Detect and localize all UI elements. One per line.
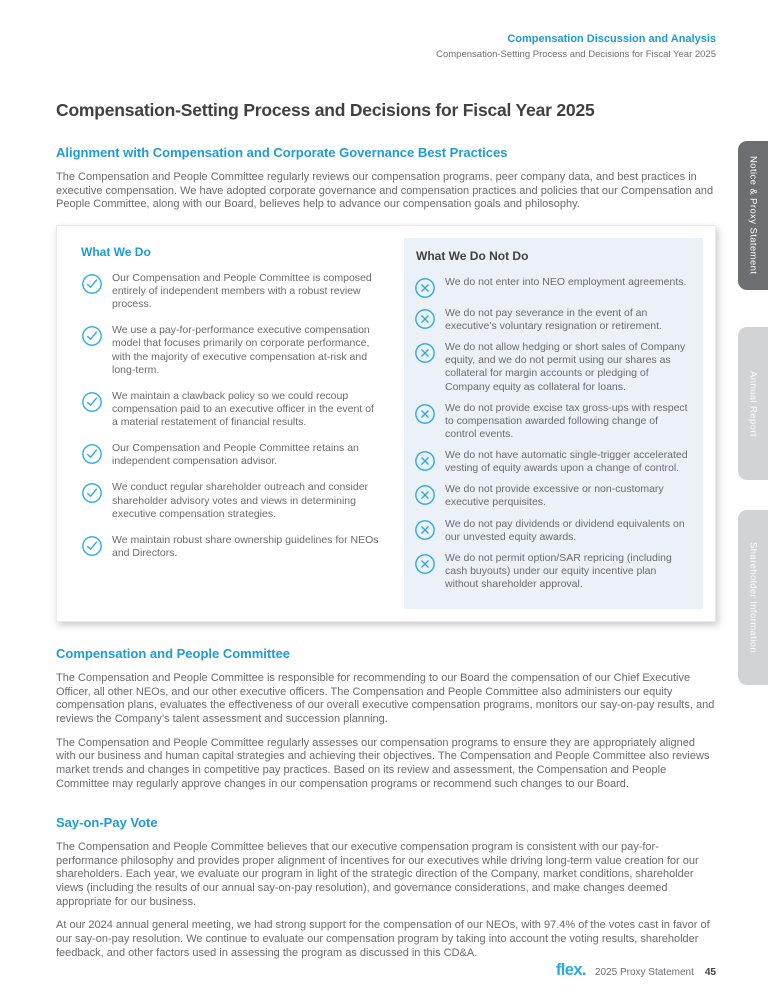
x-circle-icon xyxy=(414,342,436,364)
do-item-text: We use a pay-for-performance executive compensation model that focuses primarily on corporate performance, with the majority of executive compensation at-risk and long-term. xyxy=(112,324,370,376)
do-item-text: Our Compensation and People Committee is composed entirely of independent members with a robust review process. xyxy=(112,271,372,311)
running-header xyxy=(436,33,716,60)
committee-heading: Compensation and People Committee xyxy=(56,646,291,662)
say-on-pay-paragraph: At our 2024 annual general meeting, we had strong support for the compensation of our NEOs, with 97.4% of the votes cast in favor of our say-on-pay resolution. We continue to evaluate our compensation program by taking into account the voting results, shareholder feedback, and other factors used in assessing the program as discussed in this CD&A. xyxy=(56,919,710,959)
header-section-title: Compensation Discussion and Analysis xyxy=(507,33,716,45)
x-circle-icon xyxy=(414,403,436,425)
do-item xyxy=(81,534,382,560)
check-circle-icon xyxy=(81,535,103,557)
do-item xyxy=(81,390,382,429)
x-circle-icon xyxy=(414,484,436,506)
dont-item-text: We do not pay severance in the event of an executive’s voluntary resignation or retirement. xyxy=(445,306,662,332)
side-tab-notice-proxy-statement[interactable]: Notice & Proxy Statement xyxy=(738,141,768,290)
say-on-pay-paragraph: The Compensation and People Committee believes that our executive compensation program is consistent with our pay-for-performance philosophy and provides proper alignment of incentives for our executives while driving long-term value creation for our shareholders. Each year, we evaluate our program in light of the strategic direction of the Company, market conditions, shareholder views (including the results of our annual say-on-pay resolution), and governance considerations, and make changes deemed appropriate for our business. xyxy=(56,841,699,908)
dont-item xyxy=(414,341,689,394)
practices-box xyxy=(56,225,716,622)
page-footer xyxy=(556,961,716,980)
dont-item-text: We do not enter into NEO employment agreements. xyxy=(445,275,687,288)
dont-item-text: We do not have automatic single-trigger accelerated vesting of equity awards upon a change of control. xyxy=(445,449,688,475)
page-content xyxy=(56,100,716,970)
dont-item-text: We do not permit option/SAR repricing (including cash buyouts) under our equity incentive plan without shareholder approval. xyxy=(445,551,672,590)
x-circle-icon xyxy=(414,553,436,575)
page-title: Compensation-Setting Process and Decisions for Fiscal Year 2025 xyxy=(56,100,595,120)
check-circle-icon xyxy=(81,273,103,295)
dont-item xyxy=(414,483,689,509)
what-we-do-heading: What We Do xyxy=(81,244,151,259)
do-item xyxy=(81,324,382,377)
committee-paragraph: The Compensation and People Committee regularly assesses our compensation programs to ensure they are appropriately aligned with our business and human capital strategies and achieving their objectives. The Compensation and People Committee also reviews market trends and changes in competitive pay practices. Based on its review and assessment, the Compensation and People Committee may regularly approve changes in our compensation programs or recommend such changes to our Board. xyxy=(56,736,710,790)
footer-statement: 2025 Proxy Statement xyxy=(594,967,694,978)
committee-section xyxy=(56,646,716,791)
x-circle-icon xyxy=(414,308,436,330)
dont-item xyxy=(414,402,689,441)
dont-item xyxy=(414,276,689,299)
dont-item-text: We do not pay dividends or dividend equivalents on our unvested equity awards. xyxy=(445,517,685,543)
do-item xyxy=(81,272,382,311)
what-we-do-column xyxy=(57,226,404,621)
dont-item xyxy=(414,552,689,591)
check-circle-icon xyxy=(81,482,103,504)
check-circle-icon xyxy=(81,443,103,465)
what-we-do-not-do-heading: What We Do Not Do xyxy=(416,248,529,263)
alignment-heading: Alignment with Compensation and Corporate Governance Best Practices xyxy=(56,145,508,160)
header-subsection-title: Compensation-Setting Process and Decisions for Fiscal Year 2025 xyxy=(436,49,716,60)
dont-item-text: We do not provide excise tax gross-ups with respect to compensation awarded following change of control events. xyxy=(445,401,688,440)
dont-item xyxy=(414,449,689,475)
alignment-paragraph: The Compensation and People Committee regularly reviews our compensation programs, peer company data, and best practices in executive compensation. We have adopted corporate governance and compensation practices and policies that our Compensation and People Committee, along with our Board, believes help to advance our compensation goals and philosophy. xyxy=(56,171,714,211)
do-item-text: Our Compensation and People Committee retains an independent compensation advisor. xyxy=(112,442,359,468)
alignment-section xyxy=(56,145,716,212)
x-circle-icon xyxy=(414,450,436,472)
do-item xyxy=(81,442,382,468)
check-circle-icon xyxy=(81,325,103,347)
x-circle-icon xyxy=(414,277,436,299)
do-item-text: We conduct regular shareholder outreach and consider shareholder advisory votes and views in determining executive compensation strategies. xyxy=(112,481,369,520)
do-item xyxy=(81,481,382,520)
dont-item xyxy=(414,518,689,544)
what-we-do-not-do-column xyxy=(404,238,703,609)
side-tab-shareholder-information[interactable]: Shareholder Information xyxy=(738,510,768,685)
do-item-text: We maintain robust share ownership guidelines for NEOs and Directors. xyxy=(112,533,379,559)
say-on-pay-section xyxy=(56,815,716,960)
dont-item-text: We do not provide excessive or non-customary executive perquisites. xyxy=(445,483,664,509)
dont-item-text: We do not allow hedging or short sales of Company equity, and we do not permit using our shares as collateral for margin accounts or pledging of Company equity as collateral for loans. xyxy=(445,341,686,393)
side-tab-annual-report[interactable]: Annual Report xyxy=(738,327,768,480)
do-item-text: We maintain a clawback policy so we could recoup compensation paid to an executive officer in the event of a material restatement of financial results. xyxy=(112,389,374,428)
dont-item xyxy=(414,307,689,333)
x-circle-icon xyxy=(414,519,436,541)
committee-paragraph: The Compensation and People Committee is responsible for recommending to our Board the compensation of our Chief Executive Officer, all other NEOs, and our other executive officers. The Compensation and People Committee also administers our equity compensation plans, evaluates the effectiveness of our overall executive compensation programs, monitors our say-on-pay results, and reviews the Company’s talent assessment and succession planning. xyxy=(56,672,715,725)
check-circle-icon xyxy=(81,391,103,413)
footer-page-number: 45 xyxy=(704,967,716,978)
flex-logo: flex. xyxy=(555,961,586,979)
say-on-pay-heading: Say-on-Pay Vote xyxy=(56,815,158,831)
